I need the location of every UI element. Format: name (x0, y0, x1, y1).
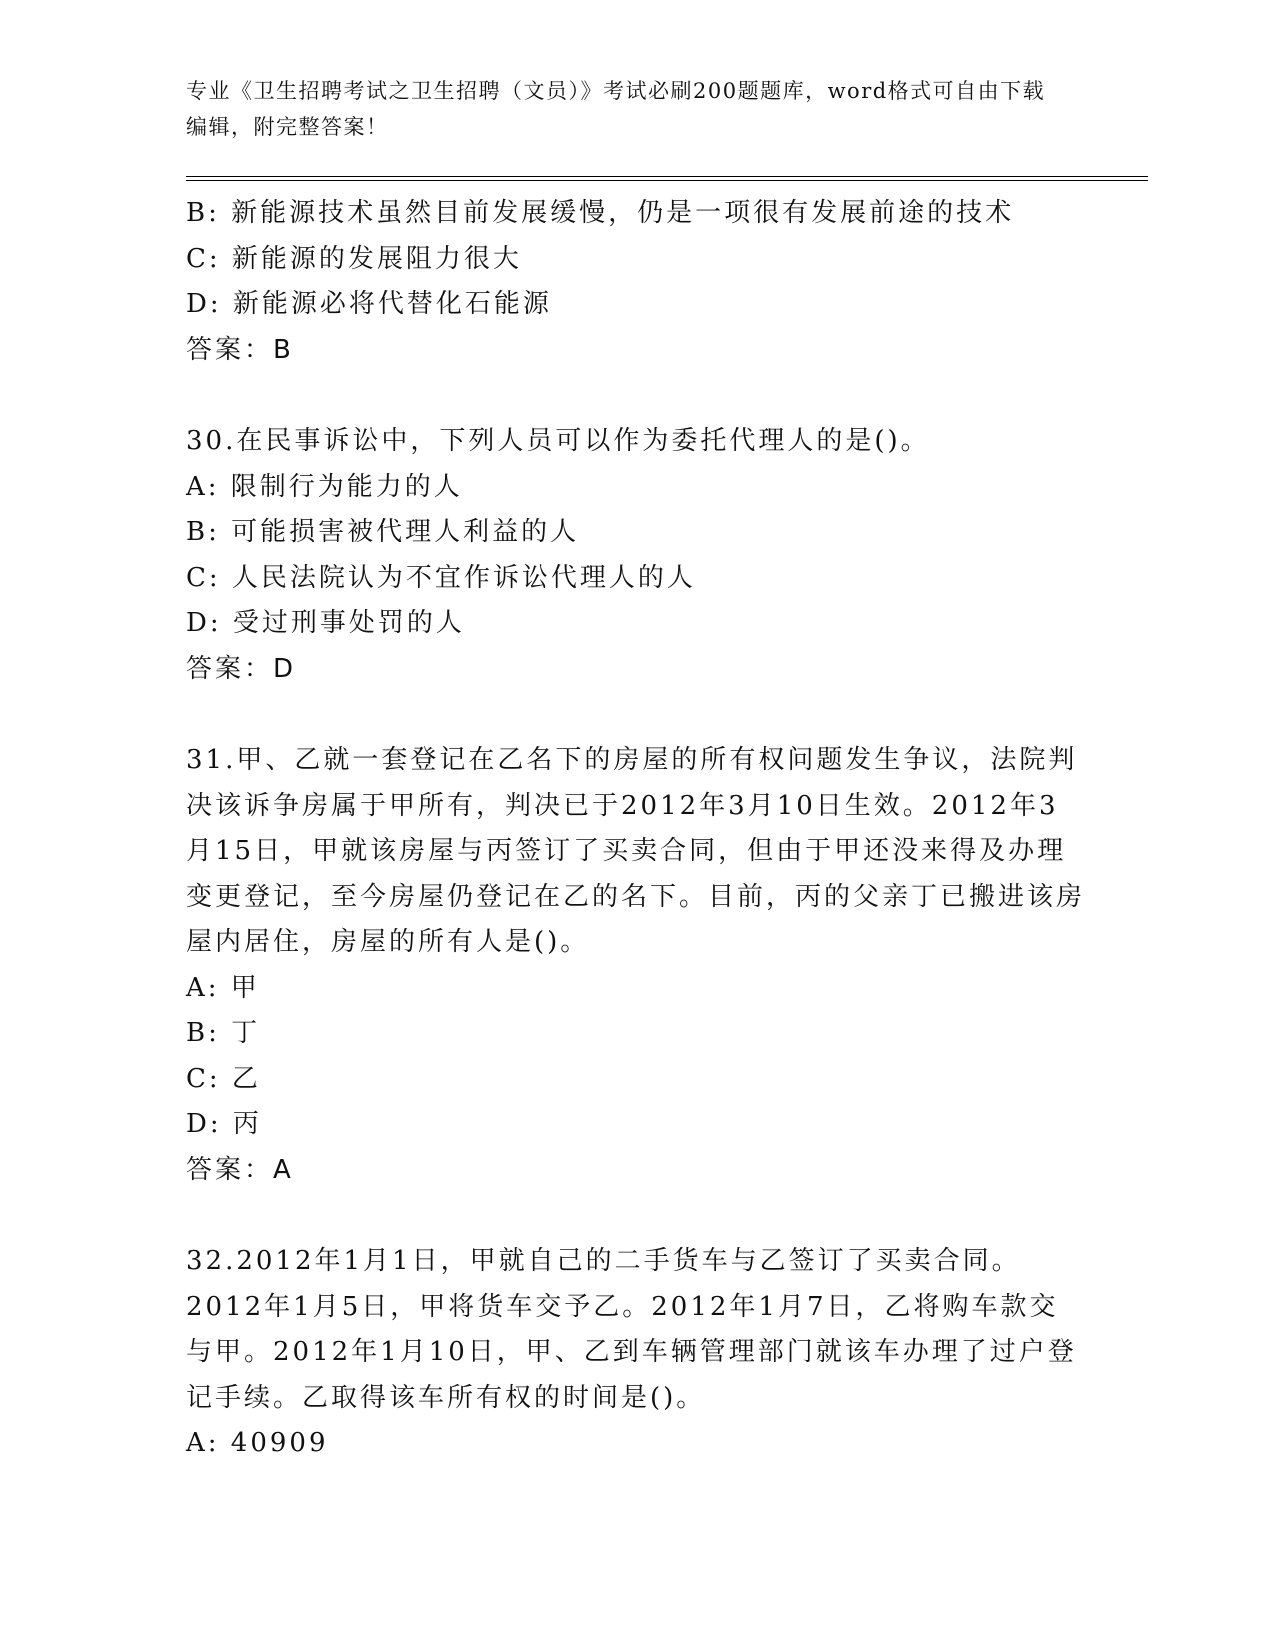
q32-stem: 32.2012年1月1日，甲就自己的二手货车与乙签订了买卖合同。2012年1月5日，甲将货车交予乙。2012年1月7日，乙将购车款交与甲。2012年1月10日，甲、乙到车辆管理部门就该车办理了过户登记手续。乙取得该车所有权的时间是()。 (186, 1246, 1077, 1413)
q32-option-a: A: 40909 (186, 1428, 329, 1458)
q31-stem: 31.甲、乙就一套登记在乙名下的房屋的所有权问题发生争议，法院判决该诉争房属于甲所有，判决已于2012年3月10日生效。2012年3月15日，甲就该房屋与丙签订了买卖合同，但由于甲还没来得及办理变更登记，至今房屋仍登记在乙的名下。目前，丙的父亲丁已搬进该房屋内居住，房屋的所有人是()。 (186, 745, 1086, 957)
q30-option-c: C: 人民法院认为不宜作诉讼代理人的人 (186, 562, 696, 593)
q30-option-d: D: 受过刑事处罚的人 (186, 608, 465, 638)
q31-option-a: A: 甲 (186, 972, 260, 1003)
q30-stem: 30.在民事诉讼中，下列人员可以作为委托代理人的是()。 (186, 426, 930, 456)
document-body (186, 191, 1086, 1467)
q30-answer: 答案：D (186, 653, 297, 684)
page-header: 专业《卫生招聘考试之卫生招聘（文员）》考试必刷200题题库，word格式可自由下载编辑，附完整答案！ (186, 79, 1046, 139)
q31-option-c: C: 乙 (186, 1063, 261, 1094)
q29-option-b: B: 新能源技术虽然目前发展缓慢，仍是一项很有发展前途的技术 (186, 198, 1015, 228)
q29-answer: 答案：B (186, 334, 294, 365)
q31-option-d: D: 丙 (186, 1109, 262, 1139)
q30-option-a: A: 限制行为能力的人 (186, 471, 463, 502)
q29-option-c: C: 新能源的发展阻力很大 (186, 243, 522, 274)
q29-option-d: D: 新能源必将代替化石能源 (186, 289, 552, 319)
q31-answer: 答案：A (186, 1154, 294, 1185)
q31-option-b: B: 丁 (186, 1018, 261, 1048)
header-divider (186, 176, 1148, 181)
q30-option-b: B: 可能损害被代理人利益的人 (186, 517, 580, 547)
